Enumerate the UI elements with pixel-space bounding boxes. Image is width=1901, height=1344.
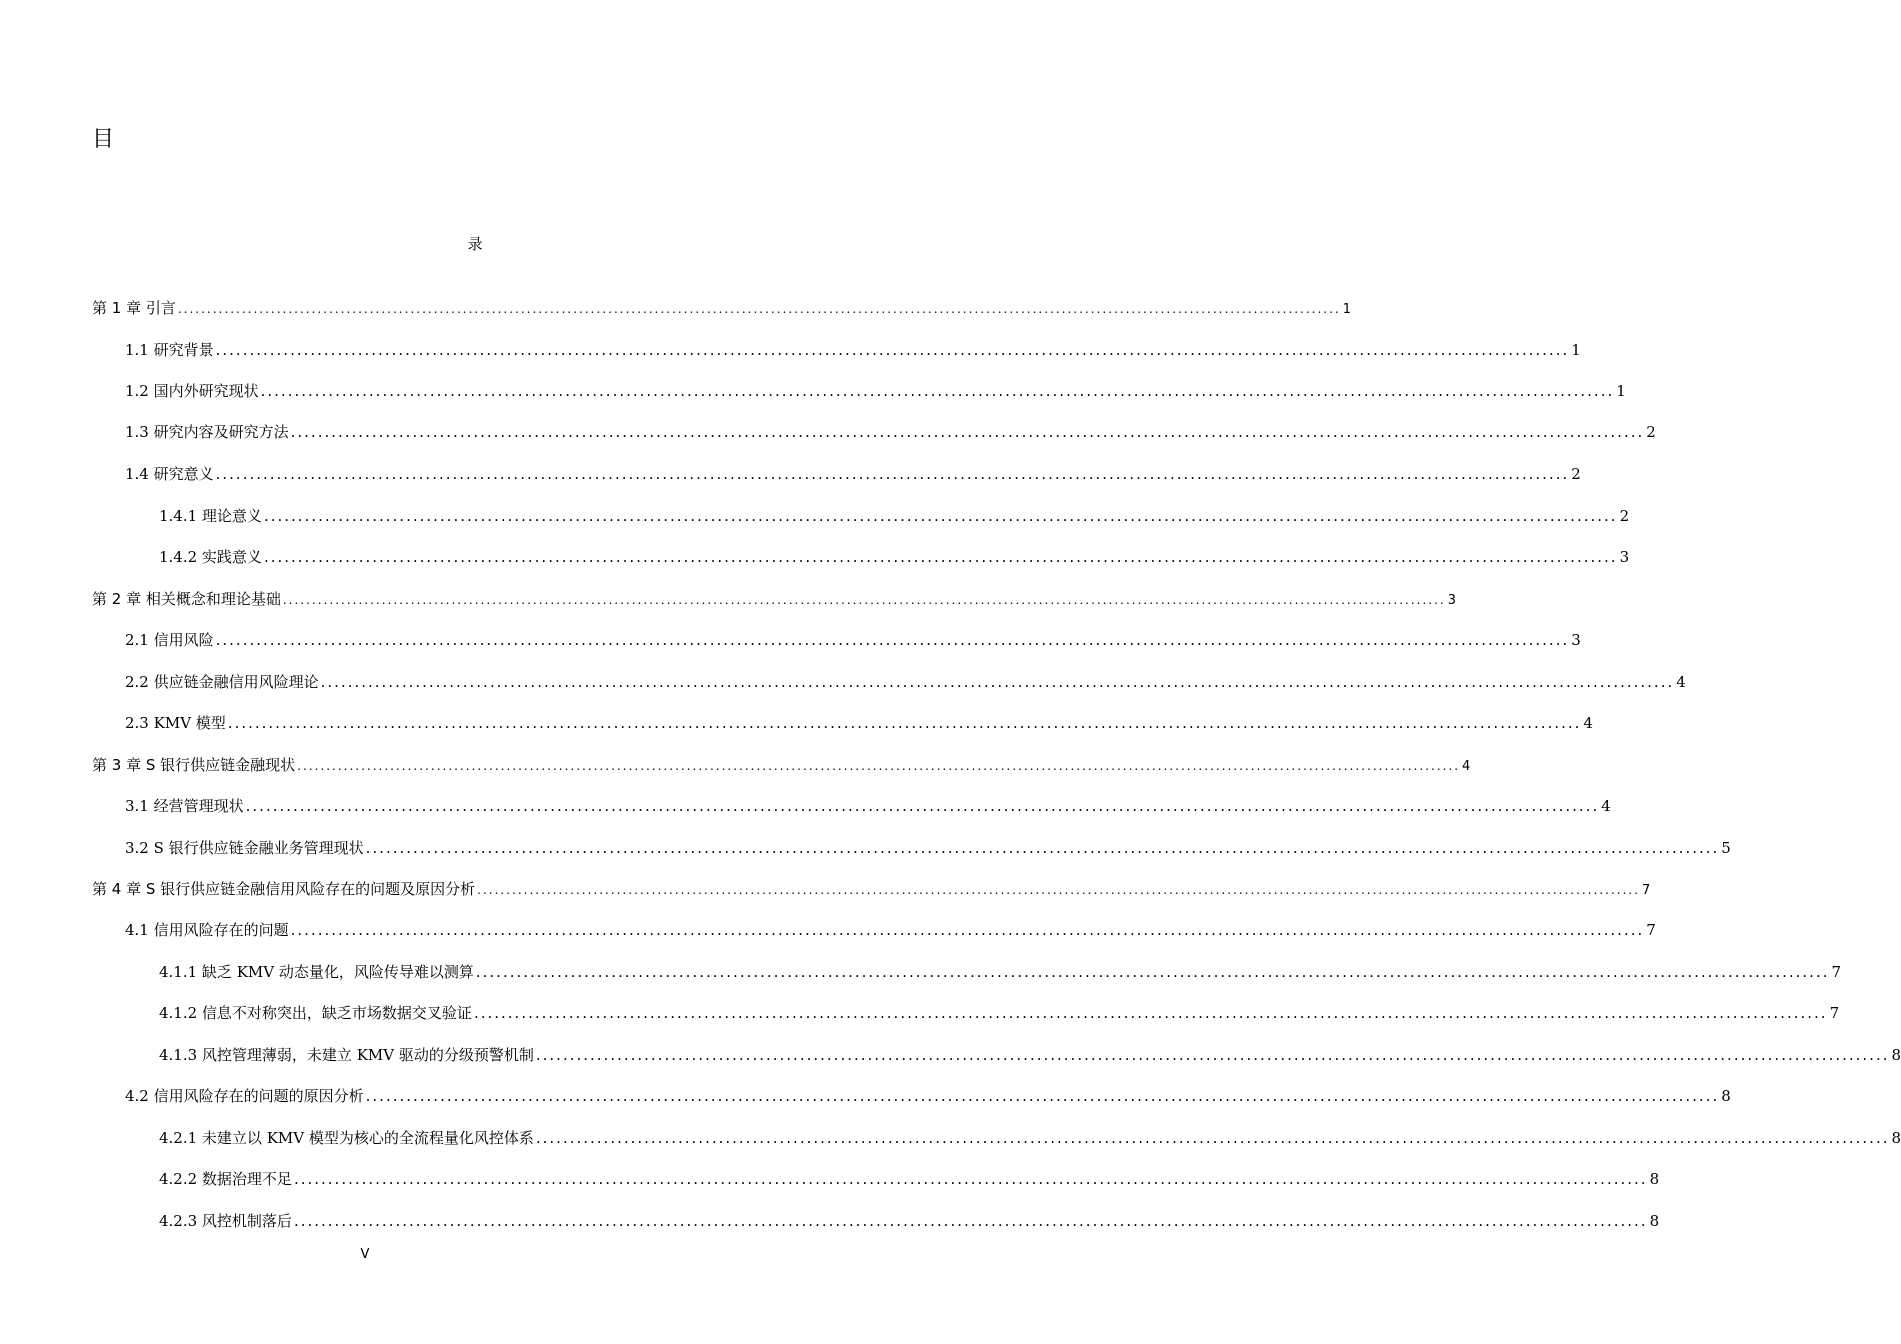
toc-leader-dots: ........................................................................................................................................................................................................ bbox=[365, 839, 1720, 857]
toc-entry-title: 1.1 研究背景 bbox=[125, 341, 214, 359]
toc-entry-page: 4 bbox=[1676, 673, 1686, 691]
toc-entry-title: 第 4 章 S 银行供应链金融信用风险存在的问题及原因分析 bbox=[92, 880, 476, 898]
toc-leader-dots: ........................................................................................................................................................................................................ bbox=[290, 921, 1645, 939]
toc-entry[interactable] bbox=[125, 836, 1731, 860]
toc-entry-title: 2.1 信用风险 bbox=[125, 631, 214, 649]
toc-entry-title: 1.3 研究内容及研究方法 bbox=[125, 423, 289, 441]
toc-leader-dots: ........................................................................................................................................................................................................ bbox=[365, 1087, 1720, 1105]
toc-entry-title: 4.2 信用风险存在的问题的原因分析 bbox=[125, 1087, 364, 1105]
toc-leader-dots: ........................................................................................................................................................................................................ bbox=[477, 883, 1641, 897]
toc-entry[interactable] bbox=[159, 1043, 1901, 1067]
toc-leader-dots: ........................................................................................................................................................................................................ bbox=[535, 1046, 1890, 1064]
toc-entry-page: 1 bbox=[1571, 341, 1581, 359]
toc-entry[interactable] bbox=[125, 462, 1581, 486]
toc-leader-dots: ........................................................................................................................................................................................................ bbox=[215, 631, 1570, 649]
toc-entry-title: 2.2 供应链金融信用风险理论 bbox=[125, 673, 319, 691]
toc-leader-dots: ........................................................................................................................................................................................................ bbox=[320, 673, 1675, 691]
toc-leader-dots: ........................................................................................................................................................................................................ bbox=[293, 1170, 1648, 1188]
toc-heading-part2: 录 bbox=[467, 235, 483, 253]
toc-leader-dots: ........................................................................................................................................................................................................ bbox=[282, 593, 1446, 607]
toc-entry-title: 3.1 经营管理现状 bbox=[125, 797, 244, 815]
toc-entry-page: 4 bbox=[1462, 759, 1471, 774]
toc-entry-title: 4.2.1 未建立以 KMV 模型为核心的全流程量化风控体系 bbox=[159, 1129, 534, 1147]
toc-entry-title: 1.4.2 实践意义 bbox=[159, 548, 262, 566]
toc-entry[interactable] bbox=[125, 628, 1581, 652]
toc-entry-page: 3 bbox=[1571, 631, 1581, 649]
toc-entry-page: 7 bbox=[1646, 921, 1656, 939]
toc-entry[interactable] bbox=[125, 338, 1581, 362]
toc-entry[interactable] bbox=[92, 587, 1457, 611]
toc-entry-title: 2.3 KMV 模型 bbox=[125, 714, 226, 732]
toc-entry[interactable] bbox=[159, 1167, 1660, 1191]
toc-leader-dots: ........................................................................................................................................................................................................ bbox=[260, 382, 1615, 400]
toc-entry-page: 4 bbox=[1583, 714, 1593, 732]
toc-entry[interactable] bbox=[159, 545, 1630, 569]
toc-entry[interactable] bbox=[159, 504, 1630, 528]
toc-entry-page: 5 bbox=[1721, 839, 1731, 857]
toc-leader-dots: ........................................................................................................................................................................................................ bbox=[293, 1212, 1648, 1230]
toc-entry[interactable] bbox=[125, 379, 1626, 403]
toc-entry[interactable] bbox=[92, 753, 1471, 777]
toc-leader-dots: ........................................................................................................................................................................................................ bbox=[177, 302, 1341, 316]
toc-entry-page: 8 bbox=[1891, 1129, 1901, 1147]
toc-entry-title: 1.4 研究意义 bbox=[125, 465, 214, 483]
toc-entry-page: 7 bbox=[1831, 963, 1842, 981]
toc-entry[interactable] bbox=[125, 794, 1611, 818]
toc-entry-page: 4 bbox=[1601, 797, 1611, 815]
toc-entry-title: 4.2.3 风控机制落后 bbox=[159, 1212, 292, 1230]
toc-entry-title: 1.2 国内外研究现状 bbox=[125, 382, 259, 400]
toc-entry-page: 8 bbox=[1721, 1087, 1731, 1105]
toc-entry-title: 第 1 章 引言 bbox=[92, 299, 176, 317]
toc-entry-title: 第 3 章 S 银行供应链金融现状 bbox=[92, 756, 296, 774]
page-number: V bbox=[360, 1247, 370, 1262]
toc-entry-page: 3 bbox=[1619, 548, 1630, 566]
toc-leader-dots: ........................................................................................................................................................................................................ bbox=[215, 465, 1570, 483]
toc-entry-page: 7 bbox=[1642, 883, 1651, 898]
toc-entry-page: 1 bbox=[1342, 302, 1352, 317]
toc-entry-page: 2 bbox=[1571, 465, 1581, 483]
toc-leader-dots: ........................................................................................................................................................................................................ bbox=[263, 548, 1618, 566]
toc-entry-page: 1 bbox=[1616, 382, 1626, 400]
toc-entry-page: 8 bbox=[1649, 1212, 1660, 1230]
toc-entry[interactable] bbox=[159, 1001, 1840, 1025]
toc-entry[interactable] bbox=[125, 711, 1593, 735]
toc-entry-title: 1.4.1 理论意义 bbox=[159, 507, 262, 525]
toc-entry-title: 4.1.1 缺乏 KMV 动态量化，风险传导难以测算 bbox=[159, 963, 474, 981]
toc-entry-page: 7 bbox=[1829, 1004, 1840, 1022]
toc-leader-dots: ........................................................................................................................................................................................................ bbox=[263, 507, 1618, 525]
toc-entry[interactable] bbox=[92, 877, 1651, 901]
toc-leader-dots: ........................................................................................................................................................................................................ bbox=[535, 1129, 1890, 1147]
toc-entry-title: 3.2 S 银行供应链金融业务管理现状 bbox=[125, 839, 364, 857]
toc-leader-dots: ........................................................................................................................................................................................................ bbox=[215, 341, 1570, 359]
toc-entry-page: 8 bbox=[1649, 1170, 1660, 1188]
toc-heading-part1: 目 bbox=[92, 127, 115, 152]
toc-entry[interactable] bbox=[159, 1126, 1901, 1150]
toc-leader-dots: ........................................................................................................................................................................................................ bbox=[290, 423, 1645, 441]
toc-leader-dots: ........................................................................................................................................................................................................ bbox=[245, 797, 1600, 815]
toc-entry[interactable] bbox=[92, 296, 1352, 320]
toc-entry-title: 4.1 信用风险存在的问题 bbox=[125, 921, 289, 939]
toc-leader-dots: ........................................................................................................................................................................................................ bbox=[475, 963, 1830, 981]
toc-entry-title: 4.1.3 风控管理薄弱，未建立 KMV 驱动的分级预警机制 bbox=[159, 1046, 534, 1064]
toc-entry-page: 3 bbox=[1447, 593, 1457, 608]
toc-entry-page: 2 bbox=[1646, 423, 1656, 441]
toc-entry[interactable] bbox=[125, 1084, 1731, 1108]
toc-entry[interactable] bbox=[125, 918, 1656, 942]
toc-entry-title: 4.2.2 数据治理不足 bbox=[159, 1170, 292, 1188]
toc-entry[interactable] bbox=[159, 1209, 1660, 1233]
toc-leader-dots: ........................................................................................................................................................................................................ bbox=[473, 1004, 1828, 1022]
toc-entry[interactable] bbox=[159, 960, 1842, 984]
toc-entry-title: 4.1.2 信息不对称突出，缺乏市场数据交叉验证 bbox=[159, 1004, 472, 1022]
toc-entry-page: 2 bbox=[1619, 507, 1630, 525]
toc-leader-dots: ........................................................................................................................................................................................................ bbox=[227, 714, 1582, 732]
toc-entry[interactable] bbox=[125, 670, 1686, 694]
toc-entry[interactable] bbox=[125, 420, 1656, 444]
toc-leader-dots: ........................................................................................................................................................................................................ bbox=[297, 759, 1461, 773]
toc-entry-page: 8 bbox=[1891, 1046, 1901, 1064]
toc-entry-title: 第 2 章 相关概念和理论基础 bbox=[92, 590, 281, 608]
